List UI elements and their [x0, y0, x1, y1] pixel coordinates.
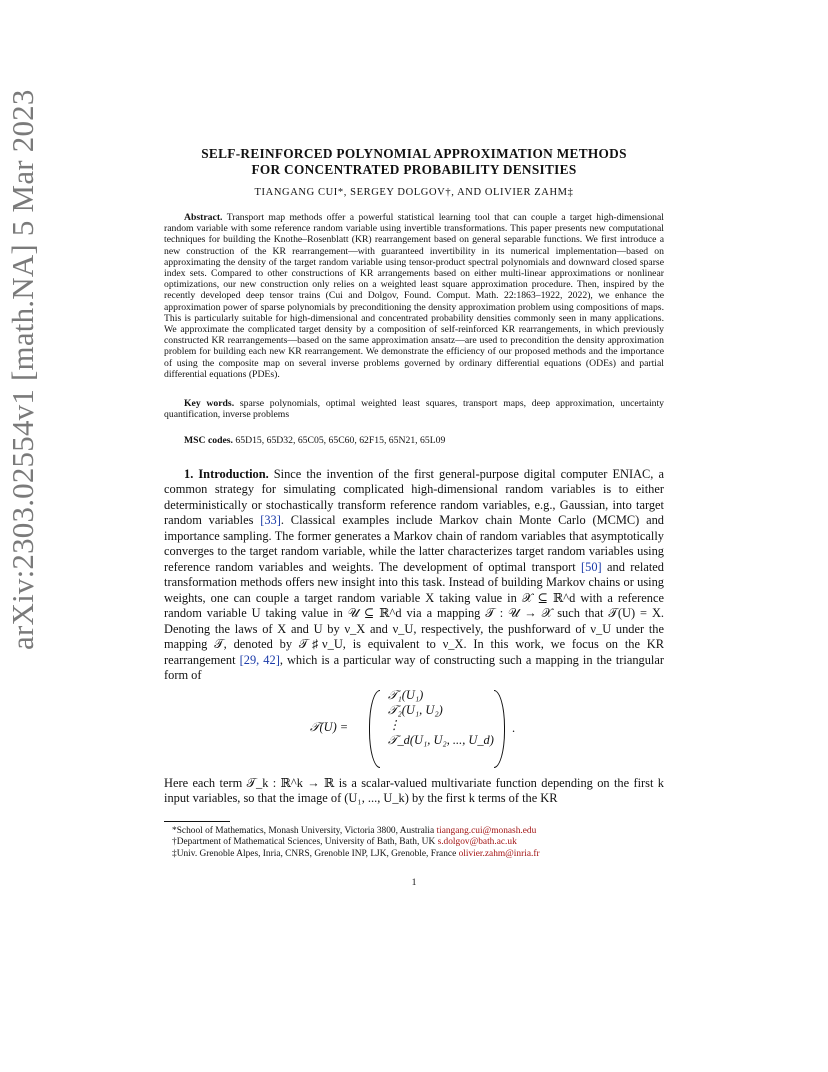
section-heading: 1. Introduction. [184, 466, 269, 481]
abstract [164, 212, 664, 380]
right-paren [494, 690, 505, 768]
paper-title [164, 146, 664, 178]
footnote-text: †Department of Mathematical Sciences, University of Bath, Bath, UK [172, 837, 438, 848]
equation-row: 𝒯₂(U₁, U₂) [388, 702, 443, 717]
keywords [164, 398, 664, 420]
footnote-text: *School of Mathematics, Monash University, Victoria 3800, Australia [172, 825, 437, 836]
equation-row: ⋮ [388, 717, 401, 732]
equation-vector [388, 688, 494, 748]
equation-lhs: 𝒯(U) = [310, 719, 349, 734]
display-equation [164, 688, 664, 774]
equation-row: 𝒯₁(U₁) [388, 687, 424, 702]
title-line-2: FOR CONCENTRATED PROBABILITY DENSITIES [251, 162, 577, 177]
equation-row: 𝒯_d(U₁, U₂, ..., U_d) [388, 732, 494, 747]
left-paren [369, 690, 380, 768]
email-link[interactable]: tiangang.cui@monash.edu [436, 825, 537, 836]
introduction-section [164, 467, 664, 684]
keywords-label: Key words. [184, 398, 235, 410]
citation-link[interactable]: [50] [581, 559, 602, 574]
arxiv-stamp: arXiv:2303.02554v1 [math.NA] 5 Mar 2023 [5, 89, 40, 650]
email-link[interactable]: olivier.zahm@inria.fr [458, 848, 540, 859]
footnote [164, 849, 664, 861]
title-line-1: SELF-REINFORCED POLYNOMIAL APPROXIMATION METHODS [201, 146, 627, 161]
msc-text: 65D15, 65D32, 65C05, 65C60, 62F15, 65N21, 65L09 [235, 435, 446, 447]
paper-page [164, 146, 664, 888]
footnote [164, 826, 664, 838]
intro-text-1: Since the invention of the first general-purpose digital computer ENIAC, a common strategy for simulating complicated high-dimensional random variables is to either deterministically or stochastically transform reference random variables, e.g., Gaussian, into target random variables [164, 466, 664, 528]
intro-text-3: and related transformation methods offers new insight into this task. Instead of building Markov chains or using weights, one can couple a target random variable X taking value in 𝒳 ⊆ ℝ^d with a reference random variable U taking value in 𝒰 ⊆ ℝ^d via a mapping 𝒯 : 𝒰 → 𝒳 such that 𝒯(U) = X. Denoting the laws of X and U by ν_X and ν_U, respectively, the pushforward of ν_U under the mapping 𝒯, denoted by 𝒯♯ν_U, is equivalent to ν_X. In this work, we focus on the KR rearrangement [164, 559, 664, 667]
footnote-rule [164, 821, 230, 822]
paragraph-after-equation: Here each term 𝒯_k : ℝ^k → ℝ is a scalar-valued multivariate function depending on the first k input variables, so that the image of (U₁, ..., U_k) by the first k terms of the KR [164, 775, 664, 806]
abstract-label: Abstract. [184, 212, 223, 223]
intro-text-2: . Classical examples include Markov chain Monte Carlo (MCMC) and importance sampling. The former generates a Markov chain of random variables that asymptotically converges to the target random variable, while the latter characterizes target random variables using reference random variables and weights. The development of optimal transport [164, 513, 665, 574]
citation-link[interactable]: [33] [260, 513, 281, 528]
page-number: 1 [411, 877, 417, 889]
footnote [164, 837, 664, 849]
equation-period: . [512, 720, 516, 735]
keywords-text: sparse polynomials, optimal weighted least squares, transport maps, deep approximation, uncertainty quantification, inverse problems [164, 398, 665, 421]
footnotes [164, 826, 664, 861]
author-list: TIANGANG CUI*, SERGEY DOLGOV†, AND OLIVIER ZAHM‡ [254, 187, 574, 198]
msc-label: MSC codes. [184, 435, 233, 447]
citation-link[interactable]: [29, 42] [239, 652, 280, 667]
abstract-text: Transport map methods offer a powerful statistical learning tool that can couple a target high-dimensional random variable with some reference random variable using invertible transformations. This paper presents new computational techniques for building the Knothe–Rosenblatt (KR) rearrangement based on general separable functions. We first introduce a new construction of the KR rearrangement—with guaranteed invertibility in its numerical implementation—based on approximating the density of the target random variable using tensor-product spectral polynomials and downward closed sparse index sets. Compared to other constructions of KR arrangements based on either multi-linear approximations or nonlinear optimizations, our new construction only relies on a weighted least square approximation procedure. Then, inspired by the recently developed deep tensor trains (Cui and Dolgov, Found. Comput. Math. 22:1863–1922, 2022), we enhance the approximation power of sparse polynomials by preconditioning the density approximation problem using compositions of maps. This is particularly suitable for high-dimensional and concentrated probability densities commonly seen in many applications. We approximate the complicated target density by a composition of self-reinforced KR rearrangements, in which previously constructed KR rearrangements—based on the same approximation ansatz—are used to precondition the density approximation problem for building each new KR rearrangement. We demonstrate the efficiency of our proposed methods and the importance of using the composite map on several inverse problems governed by ordinary differential equations (ODEs) and partial differential equations (PDEs). [164, 212, 664, 380]
intro-text-4: , which is a particular way of constructing such a mapping in the triangular form of [164, 652, 664, 683]
footnote-text: ‡Univ. Grenoble Alpes, Inria, CNRS, Grenoble INP, LJK, Grenoble, France [172, 848, 459, 859]
email-link[interactable]: s.dolgov@bath.ac.uk [437, 837, 517, 848]
msc-codes [164, 435, 664, 446]
